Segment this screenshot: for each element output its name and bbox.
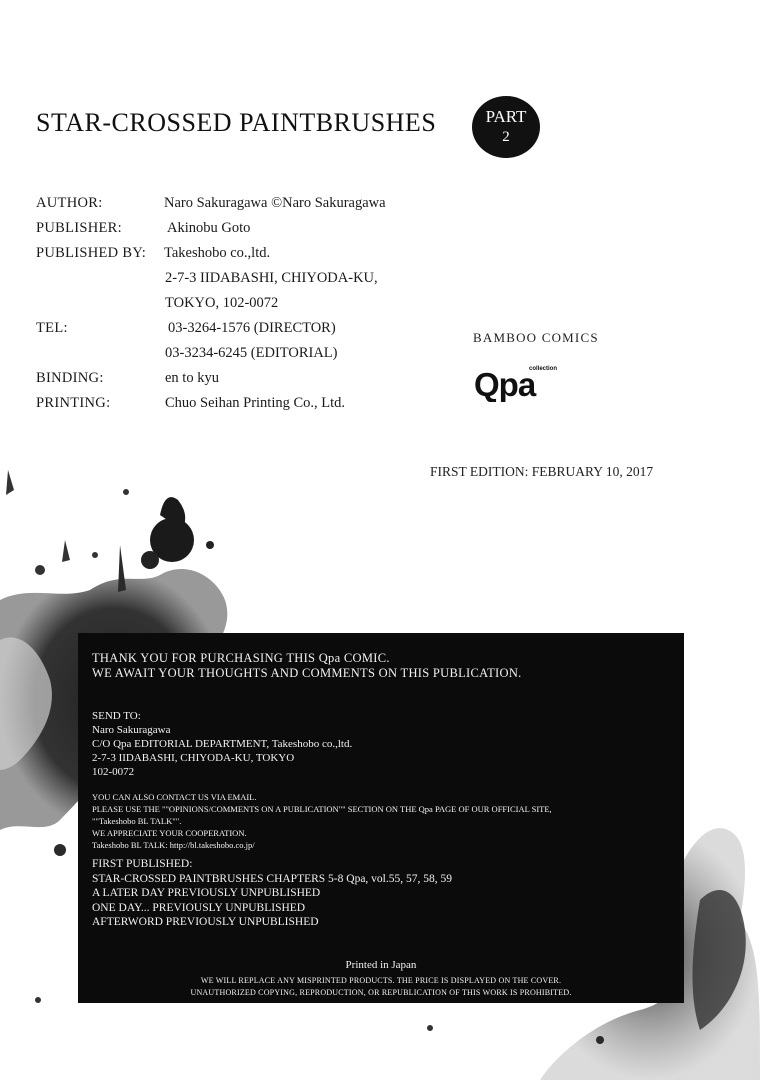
colophon-value: 2-7-3 IIDABASHI, CHIYODA-KU, — [165, 270, 378, 286]
colophon-label: BINDING: — [36, 370, 104, 386]
book-title: STAR-CROSSED PAINTBRUSHES — [36, 108, 437, 137]
contact-line: ""Takeshobo BL TALK"". — [92, 816, 182, 826]
first-published-line: ONE DAY... PREVIOUSLY UNPUBLISHED — [92, 901, 306, 914]
send-to-line: C/O Qpa EDITORIAL DEPARTMENT, Takeshobo co.,ltd. — [92, 738, 353, 750]
colophon-label: PUBLISHER: — [36, 220, 122, 236]
send-to-block — [92, 709, 352, 779]
first-published-line: FIRST PUBLISHED: — [92, 858, 193, 870]
logo-text: Qpa — [474, 366, 536, 402]
part-badge-label: PART — [485, 107, 527, 126]
first-edition-date: FIRST EDITION: FEBRUARY 10, 2017 — [430, 464, 654, 479]
thanks-line: THANK YOU FOR PURCHASING THIS Qpa COMIC. — [92, 651, 390, 665]
colophon-label: PUBLISHED BY: — [36, 245, 147, 261]
colophon-label: TEL: — [36, 320, 68, 336]
colophon-label: PRINTING: — [36, 395, 111, 411]
contact-block — [92, 791, 552, 851]
colophon-value: Akinobu Goto — [167, 220, 251, 236]
colophon-value: en to kyu — [165, 370, 219, 386]
contact-line: Takeshobo BL TALK: http://bl.takeshobo.co.jp/ — [92, 840, 255, 850]
printed-in-japan: Printed in Japan — [345, 959, 417, 971]
first-published-block — [92, 857, 452, 930]
send-to-line: Naro Sakuragawa — [92, 724, 171, 736]
legal-notice — [78, 975, 684, 999]
contact-line: WE APPRECIATE YOUR COOPERATION. — [92, 828, 247, 838]
first-published-line: AFTERWORD PREVIOUSLY UNPUBLISHED — [92, 916, 319, 928]
legal-line: WE WILL REPLACE ANY MISPRINTED PRODUCTS. THE PRICE IS DISPLAYED ON THE COVER. — [200, 976, 562, 985]
part-badge-number: 2 — [502, 129, 510, 145]
contact-line: PLEASE USE THE ""OPINIONS/COMMENTS ON A PUBLICATION"" SECTION ON THE Qpa PAGE OF OUR OFFICIAL SITE, — [92, 804, 552, 814]
imprint-label: BAMBOO COMICS — [473, 330, 599, 345]
qpa-logo — [474, 360, 564, 402]
send-to-line: 102-0072 — [92, 766, 135, 778]
thanks-message — [92, 651, 522, 681]
colophon-value: 03-3234-6245 (EDITORIAL) — [165, 345, 338, 361]
colophon-value: 03-3264-1576 (DIRECTOR) — [168, 320, 336, 336]
info-panel — [78, 633, 684, 1003]
legal-line: UNAUTHORIZED COPYING, REPRODUCTION, OR REPUBLICATION OF THIS WORK IS PROHIBITED. — [190, 988, 572, 997]
colophon-value: TOKYO, 102-0072 — [165, 295, 279, 311]
send-to-line: SEND TO: — [92, 710, 141, 722]
contact-line: YOU CAN ALSO CONTACT US VIA EMAIL. — [92, 792, 257, 802]
logo-small-text: collection — [529, 366, 558, 372]
colophon-value: Takeshobo co.,ltd. — [164, 245, 271, 261]
send-to-line: 2-7-3 IIDABASHI, CHIYODA-KU, TOKYO — [92, 752, 295, 764]
colophon-value: Chuo Seihan Printing Co., Ltd. — [165, 395, 346, 411]
colophon-value: Naro Sakuragawa ©Naro Sakuragawa — [164, 195, 386, 211]
colophon-label: AUTHOR: — [36, 195, 103, 211]
first-published-line: A LATER DAY PREVIOUSLY UNPUBLISHED — [92, 887, 321, 899]
thanks-line: WE AWAIT YOUR THOUGHTS AND COMMENTS ON THIS PUBLICATION. — [92, 666, 522, 680]
first-published-line: STAR-CROSSED PAINTBRUSHES CHAPTERS 5-8 Qpa, vol.55, 57, 58, 59 — [92, 872, 452, 885]
part-badge — [472, 96, 540, 158]
